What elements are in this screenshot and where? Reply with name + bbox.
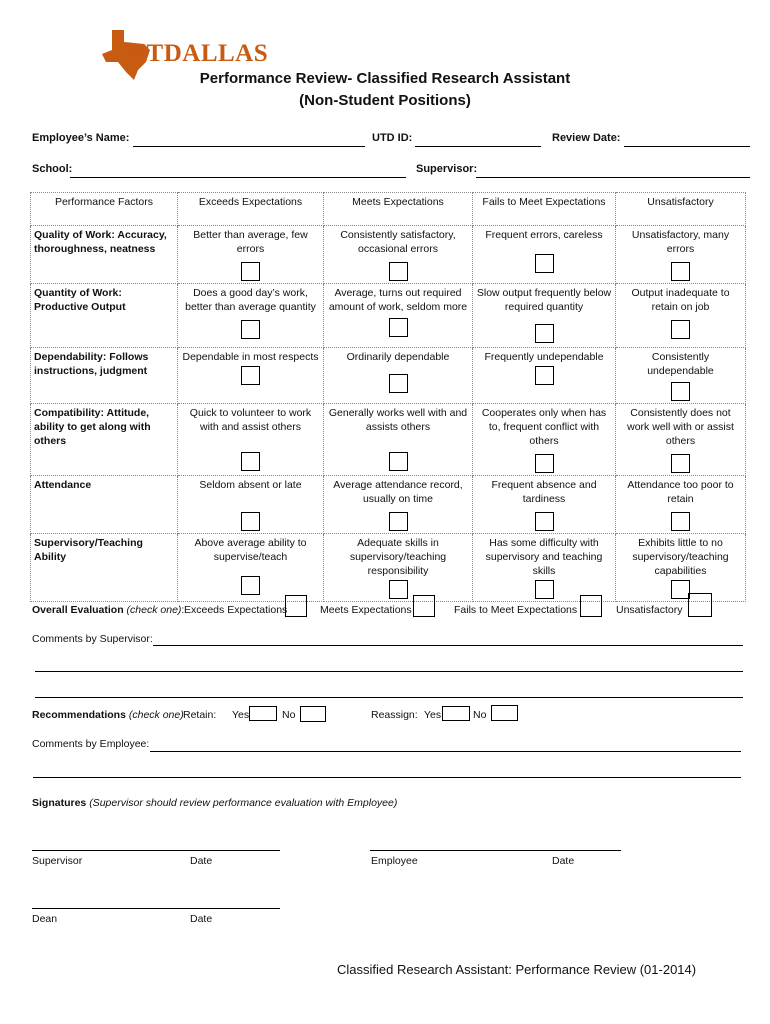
table-cell bbox=[616, 348, 746, 404]
checkbox[interactable] bbox=[241, 366, 260, 385]
table-cell bbox=[473, 226, 616, 284]
cell-text: Does a good day’s work, better than average quantity bbox=[185, 287, 316, 313]
performance-table bbox=[30, 192, 746, 602]
table-cell bbox=[324, 284, 473, 348]
review-date-label: Review Date: bbox=[552, 132, 621, 144]
option-unsatisfactory-label: Unsatisfactory bbox=[616, 604, 683, 616]
overall-hint: (check one) bbox=[126, 604, 182, 616]
retain-yes-label: Yes bbox=[232, 709, 250, 721]
cell-text: Average attendance record, usually on time bbox=[333, 479, 463, 505]
supervisor-label: Supervisor: bbox=[416, 163, 478, 175]
table-cell bbox=[473, 404, 616, 476]
dean-signature-label: Dean bbox=[32, 913, 58, 925]
option-exceeds-label: Exceeds Expectations bbox=[184, 604, 288, 616]
header-exceeds: Exceeds Expectations bbox=[178, 193, 324, 226]
comments-supervisor-line-2[interactable] bbox=[35, 671, 743, 672]
table-row bbox=[31, 534, 746, 602]
comments-employee-line-1[interactable] bbox=[150, 751, 741, 752]
table-cell bbox=[178, 226, 324, 284]
school-label: School: bbox=[32, 163, 73, 175]
employee-signature-line[interactable] bbox=[370, 850, 621, 851]
header-fails: Fails to Meet Expectations bbox=[473, 193, 616, 226]
cell-text: Consistently satisfactory, occasional errors bbox=[340, 229, 456, 255]
cell-text: Ordinarily dependable bbox=[346, 351, 450, 363]
table-cell bbox=[616, 226, 746, 284]
table-cell bbox=[473, 476, 616, 534]
header-meets: Meets Expectations bbox=[324, 193, 473, 226]
cell-text: Frequent absence and tardiness bbox=[491, 479, 597, 505]
overall-fails-checkbox[interactable] bbox=[580, 595, 602, 617]
table-cell bbox=[178, 284, 324, 348]
reassign-no-label: No bbox=[473, 709, 487, 721]
table-header-row bbox=[31, 193, 746, 226]
checkbox[interactable] bbox=[241, 320, 260, 339]
table-cell bbox=[473, 284, 616, 348]
table-cell bbox=[178, 348, 324, 404]
table-cell bbox=[616, 534, 746, 602]
cell-text: Frequently undependable bbox=[484, 351, 604, 363]
comments-employee-label: Comments by Employee: bbox=[32, 738, 150, 750]
overall-label-text: Overall Evaluation bbox=[32, 604, 124, 616]
checkbox[interactable] bbox=[389, 262, 408, 281]
checkbox[interactable] bbox=[389, 580, 408, 599]
employee-signature-label: Employee bbox=[371, 855, 418, 867]
cell-text: Has some difficulty with supervisory and teaching skills bbox=[485, 537, 603, 577]
factor-compatibility: Compatibility: Attitude, ability to get along with others bbox=[31, 404, 178, 476]
factor-supervisory: Supervisory/Teaching Ability bbox=[31, 534, 178, 602]
overall-meets-checkbox[interactable] bbox=[413, 595, 435, 617]
checkbox[interactable] bbox=[535, 324, 554, 343]
checkbox[interactable] bbox=[241, 262, 260, 281]
table-cell bbox=[616, 404, 746, 476]
cell-text: Exhibits little to no supervisory/teaching capabilities bbox=[632, 537, 729, 577]
cell-text: Frequent errors, careless bbox=[485, 229, 603, 241]
checkbox[interactable] bbox=[241, 512, 260, 531]
comments-employee-line-2[interactable] bbox=[33, 777, 741, 778]
cell-text: Dependable in most respects bbox=[182, 351, 319, 363]
factor-quantity: Quantity of Work: Productive Output bbox=[31, 284, 178, 348]
comments-supervisor-line-3[interactable] bbox=[35, 697, 743, 698]
overall-exceeds-checkbox[interactable] bbox=[285, 595, 307, 617]
table-cell bbox=[178, 404, 324, 476]
checkbox[interactable] bbox=[389, 512, 408, 531]
retain-no-label: No bbox=[282, 709, 296, 721]
recommendations-label bbox=[32, 709, 184, 721]
overall-colon: : bbox=[181, 604, 185, 616]
reassign-yes-label: Yes bbox=[424, 709, 442, 721]
checkbox[interactable] bbox=[389, 318, 408, 337]
factor-dependability: Dependability: Follows instructions, judgment bbox=[31, 348, 178, 404]
header-unsatisfactory: Unsatisfactory bbox=[616, 193, 746, 226]
table-cell bbox=[324, 534, 473, 602]
school-field[interactable] bbox=[70, 177, 406, 178]
table-cell bbox=[616, 476, 746, 534]
recommendations-hint: (check one) bbox=[128, 709, 184, 721]
cell-text: Output inadequate to retain on job bbox=[631, 287, 730, 313]
table-cell bbox=[324, 404, 473, 476]
cell-text: Attendance too poor to retain bbox=[627, 479, 734, 505]
retain-yes-checkbox[interactable] bbox=[249, 706, 277, 721]
employee-name-field[interactable] bbox=[133, 146, 365, 147]
reassign-yes-checkbox[interactable] bbox=[442, 706, 470, 721]
checkbox[interactable] bbox=[671, 382, 690, 401]
cell-text: Above average ability to supervise/teach bbox=[194, 537, 307, 563]
cell-text: Average, turns out required amount of work, seldom more bbox=[328, 287, 468, 313]
checkbox[interactable] bbox=[389, 374, 408, 393]
factor-quality: Quality of Work: Accuracy, thoroughness, neatness bbox=[31, 226, 178, 284]
utd-id-label: UTD ID: bbox=[372, 132, 413, 144]
table-cell bbox=[616, 284, 746, 348]
checkbox[interactable] bbox=[535, 366, 554, 385]
checkbox[interactable] bbox=[535, 512, 554, 531]
option-meets-label: Meets Expectations bbox=[320, 604, 412, 616]
page-title: Performance Review- Classified Research Assistant bbox=[199, 70, 571, 87]
table-cell bbox=[473, 348, 616, 404]
supervisor-signature-label: Supervisor bbox=[32, 855, 83, 867]
review-date-field[interactable] bbox=[624, 146, 750, 147]
recommendations-label-text: Recommendations bbox=[32, 709, 126, 721]
comments-supervisor-label: Comments by Supervisor: bbox=[32, 633, 153, 645]
cell-text: Quick to volunteer to work with and assist others bbox=[189, 407, 312, 433]
table-cell bbox=[324, 476, 473, 534]
table-cell bbox=[473, 534, 616, 602]
table-row bbox=[31, 476, 746, 534]
signatures-hint: (Supervisor should review performance evaluation with Employee) bbox=[89, 797, 398, 809]
cell-text: Consistently undependable bbox=[647, 351, 714, 377]
reassign-label: Reassign: bbox=[371, 709, 418, 721]
dean-date-label: Date bbox=[190, 913, 213, 925]
retain-no-checkbox[interactable] bbox=[300, 706, 326, 722]
table-cell bbox=[324, 226, 473, 284]
supervisor-date-label: Date bbox=[190, 855, 213, 867]
cell-text: Better than average, few errors bbox=[193, 229, 308, 255]
logo-text: UTDALLAS bbox=[128, 40, 269, 67]
checkbox[interactable] bbox=[671, 454, 690, 473]
cell-text: Generally works well with and assists others bbox=[328, 407, 468, 433]
employee-name-label: Employee’s Name: bbox=[32, 132, 130, 144]
table-cell bbox=[324, 348, 473, 404]
checkbox[interactable] bbox=[389, 452, 408, 471]
supervisor-field[interactable] bbox=[476, 177, 750, 178]
cell-text: Consistently does not work well with or assist others bbox=[627, 407, 734, 447]
page-subtitle: (Non-Student Positions) bbox=[299, 92, 471, 109]
cell-text: Adequate skills in supervisory/teaching responsibility bbox=[349, 537, 447, 577]
header-performance-factors: Performance Factors bbox=[31, 193, 178, 226]
signatures-label bbox=[32, 797, 397, 809]
checkbox[interactable] bbox=[241, 452, 260, 471]
table-row bbox=[31, 284, 746, 348]
signatures-label-text: Signatures bbox=[32, 797, 87, 809]
cell-text: Unsatisfactory, many errors bbox=[631, 229, 730, 255]
table-row bbox=[31, 348, 746, 404]
checkbox[interactable] bbox=[535, 454, 554, 473]
checkbox[interactable] bbox=[241, 576, 260, 595]
footer-text: Classified Research Assistant: Performance Review (01-2014) bbox=[337, 962, 697, 977]
dean-signature-line[interactable] bbox=[32, 908, 280, 909]
table-cell bbox=[178, 534, 324, 602]
overall-unsatisfactory-checkbox[interactable] bbox=[688, 593, 712, 617]
retain-label: Retain: bbox=[183, 709, 217, 721]
cell-text: Slow output frequently below required quantity bbox=[476, 287, 612, 313]
factor-attendance: Attendance bbox=[31, 476, 178, 534]
reassign-no-checkbox[interactable] bbox=[491, 705, 518, 721]
cell-text: Cooperates only when has to, frequent conflict with others bbox=[481, 407, 607, 447]
overall-evaluation-label bbox=[32, 604, 184, 616]
checkbox[interactable] bbox=[671, 512, 690, 531]
checkbox[interactable] bbox=[535, 580, 554, 599]
utd-id-field[interactable] bbox=[415, 146, 541, 147]
checkbox[interactable] bbox=[671, 320, 690, 339]
table-row bbox=[31, 226, 746, 284]
supervisor-signature-line[interactable] bbox=[32, 850, 280, 851]
checkbox[interactable] bbox=[671, 262, 690, 281]
option-fails-label: Fails to Meet Expectations bbox=[454, 604, 578, 616]
checkbox[interactable] bbox=[535, 254, 554, 273]
table-cell bbox=[178, 476, 324, 534]
employee-date-label: Date bbox=[552, 855, 575, 867]
cell-text: Seldom absent or late bbox=[199, 479, 302, 491]
comments-supervisor-line-1[interactable] bbox=[153, 645, 743, 646]
table-row bbox=[31, 404, 746, 476]
